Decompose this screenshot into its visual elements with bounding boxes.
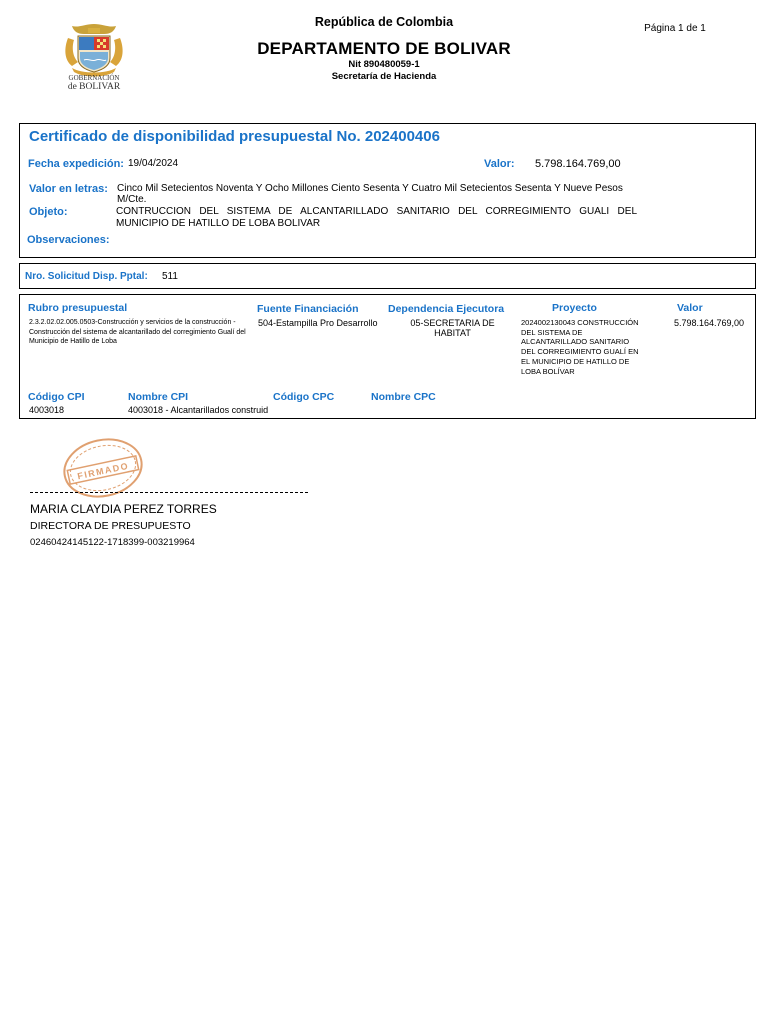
header-nombre-cpc: Nombre CPC — [371, 391, 436, 403]
valor-label: Valor: — [484, 158, 515, 170]
signer-name: MARIA CLAYDIA PEREZ TORRES — [30, 502, 217, 516]
header-dependencia: Dependencia Ejecutora — [388, 303, 505, 315]
signer-role: DIRECTORA DE PRESUPUESTO — [30, 520, 191, 532]
header-rubro: Rubro presupuestal — [28, 302, 128, 314]
fecha-value: 19/04/2024 — [128, 158, 179, 169]
certificate-title: Certificado de disponibilidad presupuestal No. 202400406 — [29, 128, 440, 145]
signature-code: 02460424145122-1718399-003219964 — [30, 537, 195, 548]
letras-value: Cinco Mil Setecientos Noventa Y Ocho Millones Ciento Sesenta Y Cuatro Mil Setecientos Sesenta Y Nueve Pesos M/Cte. — [117, 183, 623, 205]
header-codigo-cpc: Código CPC — [273, 391, 335, 403]
cell-rubro: 2.3.2.02.02.005.0503-Construcción y servicios de la construcción - Construcción del sistema de alcantarillado del corregimiento Gualí del Municipio de Hatillo de Loba — [29, 319, 246, 345]
objeto-value: CONTRUCCION DEL SISTEMA DE ALCANTARILLADO SANITARIO DEL CORREGIMIENTO GUALI DEL MUNICIPIO DE HATILLO DE LOBA BOLIVAR — [116, 206, 637, 229]
fecha-label: Fecha expedición: — [28, 158, 124, 170]
solicitud-value: 511 — [162, 271, 178, 282]
cell-codigo-cpi: 4003018 — [29, 405, 65, 415]
header-nombre-cpi: Nombre CPI — [128, 391, 189, 403]
objeto-label: Objeto: — [29, 206, 68, 218]
stamp-text: FIRMADO — [76, 460, 130, 482]
logo-text-line2: de BOLIVAR — [67, 82, 121, 92]
observaciones-label: Observaciones: — [27, 234, 110, 246]
valor-value: 5.798.164.769,00 — [535, 158, 621, 170]
letras-label: Valor en letras: — [29, 183, 108, 195]
signed-stamp — [60, 437, 146, 499]
cell-proyecto: 2024002130043 CONSTRUCCIÓN DEL SISTEMA DE ALCANTARILLADO SANITARIO DEL CORREGIMIENTO GUALÍ EN EL MUNICIPIO DE HATILLO DE LOBA BOLÍVAR — [521, 318, 639, 376]
logo-text-line1: GOBERNACIÓN — [68, 74, 120, 82]
page-indicator: Página 1 de 1 — [644, 23, 706, 34]
department-heading: DEPARTAMENTO DE BOLIVAR — [257, 39, 511, 58]
header-valor: Valor — [677, 302, 703, 314]
nit-text: Nit 890480059-1 — [348, 59, 420, 70]
cell-fuente: 504-Estampilla Pro Desarrollo — [258, 318, 378, 328]
header-proyecto: Proyecto — [552, 302, 597, 314]
cell-dependencia: 05-SECRETARIA DE HABITAT — [410, 318, 495, 338]
cell-valor: 5.798.164.769,00 — [674, 318, 745, 328]
solicitud-label: Nro. Solicitud Disp. Pptal: — [25, 271, 148, 282]
header-fuente: Fuente Financiación — [257, 303, 359, 315]
signature-line — [30, 492, 308, 493]
header-codigo-cpi: Código CPI — [28, 391, 85, 403]
country-heading: República de Colombia — [314, 15, 454, 29]
office-text: Secretaría de Hacienda — [331, 71, 437, 82]
cell-nombre-cpi: 4003018 - Alcantarillados construid — [128, 405, 269, 415]
firmado-stamp-icon — [60, 437, 146, 499]
